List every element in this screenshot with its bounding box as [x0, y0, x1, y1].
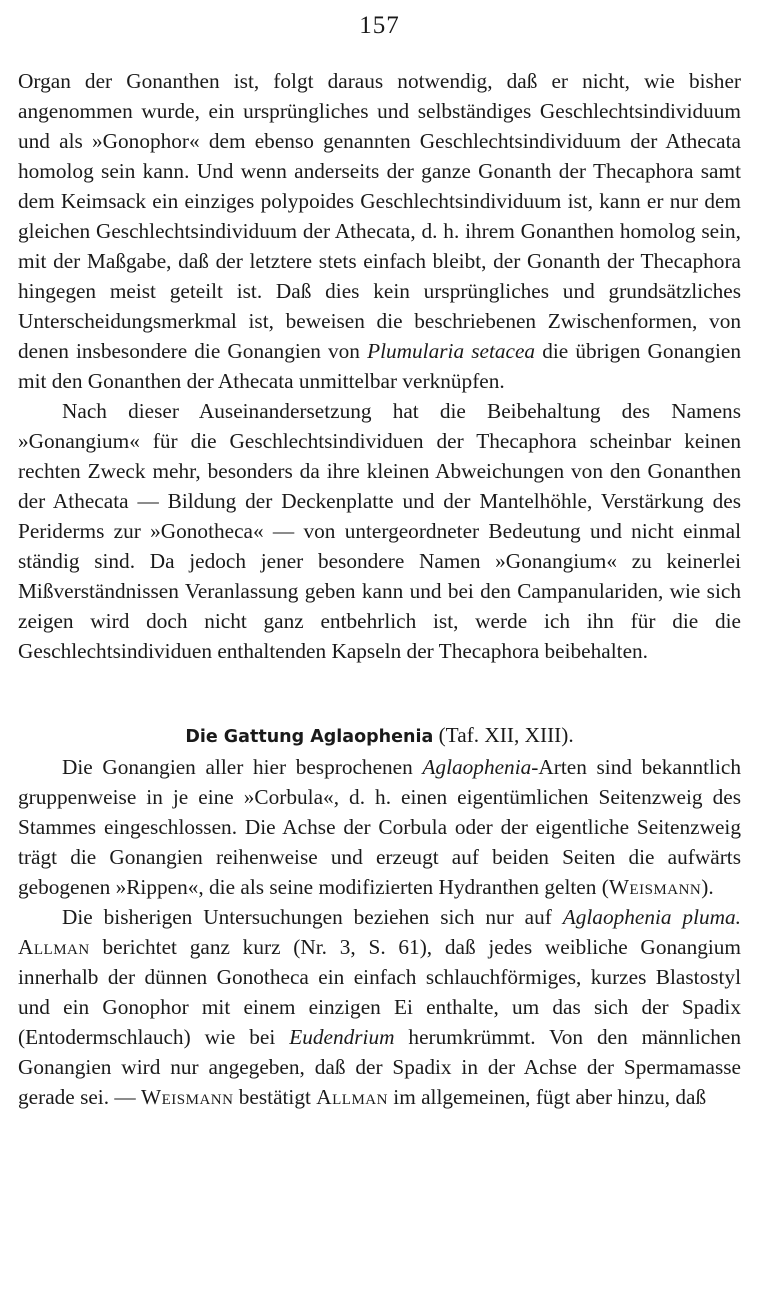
- author-name: Weismann: [141, 1085, 234, 1109]
- text-run: Die bisherigen Untersuchungen beziehen sich nur auf: [62, 905, 563, 929]
- author-name: Allman: [316, 1085, 388, 1109]
- text-run: berichtet ganz kurz (Nr. 3, S. 61), daß jedes weibliche Gonangium innerhalb der dünnen Gonotheca ein einfach schlauchförmiges, kurzes Blastostyl und ein Gonophor mit einem einzigen Ei enthalte, um das sich der Spadix (Entodermschlauch) wie bei: [18, 935, 741, 1049]
- text-run: die übrigen Gonangien mit den Gonanthen der Athecata unmittelbar verknüpfen.: [18, 339, 741, 393]
- author-name: Weismann: [608, 875, 702, 899]
- section-heading-reference: (Taf. XII, XIII).: [433, 723, 574, 747]
- text-run: ).: [701, 875, 714, 899]
- section-heading-title: Die Gattung Aglaophenia: [185, 727, 434, 747]
- text-run: im allgemeinen, fügt aber hinzu, daß: [387, 1085, 707, 1109]
- genus-name: Eudendrium: [289, 1025, 395, 1049]
- species-name: Plumularia setacea: [367, 339, 536, 363]
- text-run: Die Gonangien aller hier besprochenen: [62, 755, 423, 779]
- section-heading: [18, 720, 741, 752]
- text-run: Organ der Gonanthen ist, folgt daraus notwendig, daß er nicht, wie bisher angenommen wurde, ein ursprüngliches und selbständiges Geschlechtsindividuum und als »Gonophor« dem ebenso genannten Geschlechtsindividuum der Athecata homolog sein kann. Und wenn anderseits der ganze Gonanth der Thecaphora samt dem Keimsack ein einziges polypoides Geschlechtsindividuum ist, kann er nur dem gleichen Geschlechtsindividuum der Athecata, d. h. ihrem Gonanthen homolog sein, mit der Maßgabe, daß der letztere stets einfach bleibt, der Gonanth der Thecaphora hingegen meist geteilt ist. Daß dies kein ursprüngliches und grundsätzliches Unterscheidungsmerkmal ist, beweisen die beschriebenen Zwischenformen, von denen insbesondere die Gonangien von: [18, 69, 741, 363]
- text-run: bestätigt: [233, 1085, 317, 1109]
- genus-name: Aglaophenia: [422, 755, 532, 779]
- author-name: Allman: [18, 935, 90, 959]
- section-spacer: [18, 666, 741, 720]
- paragraph: [18, 752, 741, 902]
- page-number: 157: [359, 12, 400, 39]
- species-name: Aglaophenia pluma.: [562, 905, 741, 929]
- paragraph: Nach dieser Auseinandersetzung hat die Beibehaltung des Namens »Gonangium« für die Geschlechtsindividuen der Thecaphora scheinbar keinen rechten Zweck mehr, besonders da ihre kleinen Abweichungen von den Gonanthen der Athecata — Bildung der Deckenplatte und der Mantelhöhle, Verstärkung des Periderms zur »Gonotheca« — von untergeordneter Bedeutung und nicht einmal ständig sind. Da jedoch jener besondere Namen »Gonangium« zu keinerlei Mißverständnissen Veranlassung geben kann und bei den Campanulariden, wie sich zeigen wird doch nicht ganz entbehrlich ist, werde ich ihn für die die Geschlechtsindividuen enthaltenden Kapseln der Thecaphora beibehalten.: [18, 399, 741, 663]
- text-run: herumkrümmt. Von den männlichen Gonangien wird nur angegeben, daß der Spadix in der Achse der Spermamasse gerade sei. —: [18, 1025, 741, 1109]
- paragraph-continuation: [18, 66, 741, 396]
- text-run: -Arten sind bekanntlich gruppenweise in je eine »Corbula«, d. h. einen eigentümlichen Seitenzweig des Stammes eingeschlossen. Die Achse der Corbula oder der eigentliche Seitenzweig trägt die Gonangien reihenweise und erzeugt auf beiden Seiten die aufwärts gebogenen »Rippen«, die als seine modifizierten Hydranthen gelten (: [18, 755, 741, 899]
- paragraph: [18, 902, 741, 1112]
- page-body: [18, 66, 741, 1112]
